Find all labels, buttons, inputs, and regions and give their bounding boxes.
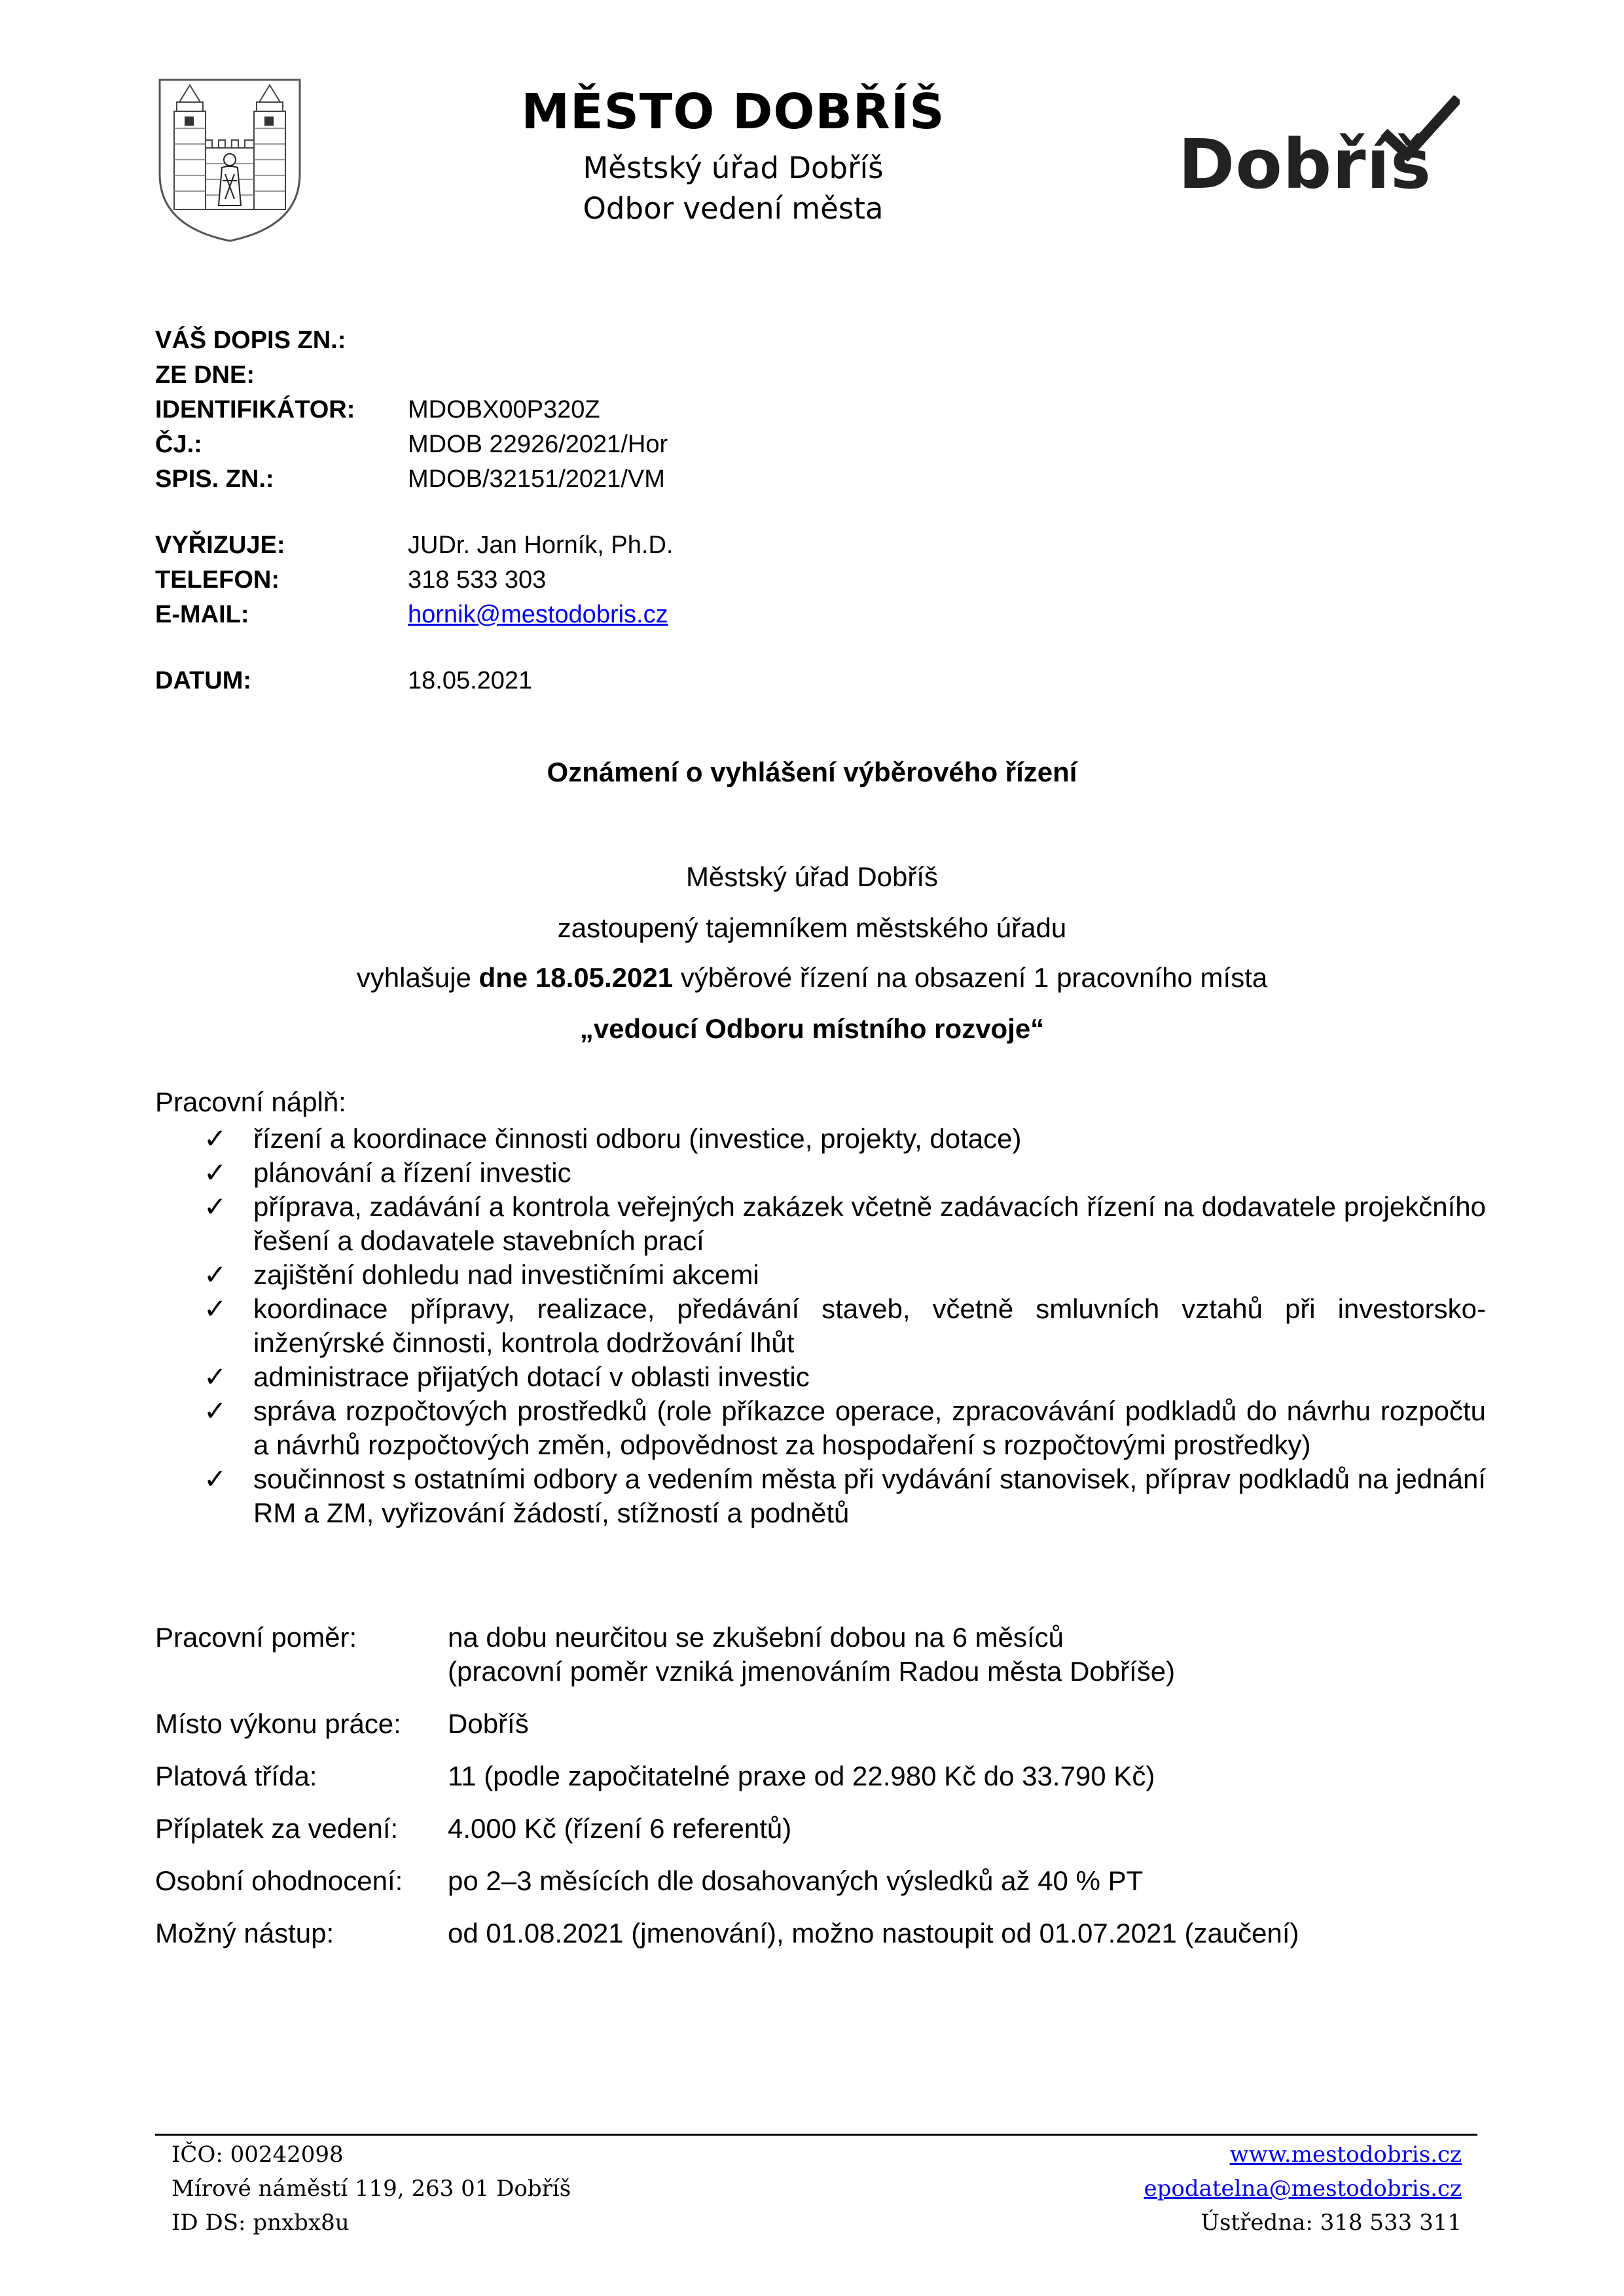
- term-row-personal-evaluation: [155, 1864, 1530, 1898]
- list-item: [155, 1156, 1486, 1190]
- checkmark-icon: ✓: [204, 1259, 227, 1290]
- department-name: Odbor vedení města: [583, 191, 884, 226]
- duty-text: koordinace přípravy, realizace, předávání staveb, včetně smluvních vztahů při investorsko-inženýrské činnosti, kontrola dodržování lhůt: [253, 1293, 1486, 1358]
- intro-represented: zastoupený tajemníkem městského úřadu: [557, 912, 1067, 943]
- footer-ico: IČO: 00242098: [171, 2142, 344, 2168]
- document-heading: Oznámení o vyhlášení výběrového řízení: [547, 757, 1077, 787]
- meta-value: [408, 358, 941, 393]
- term-value: 11 (podle započitatelné praxe od 22.980 Kč do 33.790 Kč): [448, 1761, 1155, 1791]
- meta-label: IDENTIFIKÁTOR:: [155, 396, 355, 423]
- meta-label: ZE DNE:: [155, 361, 255, 389]
- meta-row-email: [155, 598, 941, 632]
- duty-text: součinnost s ostatními odbory a vedením města při vydávání stanovisek, příprav podkladů na jednání RM a ZM, vyřizování žádostí, stížností a podnětů: [253, 1463, 1486, 1528]
- footer-data-box-id: ID DS: pnxbx8u: [171, 2210, 350, 2236]
- duty-text: příprava, zadávání a kontrola veřejných zakázek včetně zadávacích řízení na dodavatele projekčního řešení a dodavatele stavebních prací: [253, 1191, 1486, 1256]
- meta-row-reference: [155, 427, 941, 462]
- intro-date: dne 18.05.2021: [478, 962, 674, 993]
- meta-label: TELEFON:: [155, 566, 280, 594]
- letter-metadata: [155, 323, 941, 698]
- intro-text-post: výběrové řízení na obsazení 1 pracovního místa: [673, 962, 1268, 993]
- term-value-note: (pracovní poměr vzniká jmenováním Radou města Dobříše): [448, 1656, 1176, 1687]
- logo-check-icon: [1381, 96, 1460, 161]
- footer-address: Mírové náměstí 119, 263 01 Dobříš: [171, 2176, 571, 2202]
- term-row-place: [155, 1707, 1530, 1741]
- dobris-logo-text: Dobříš: [1178, 124, 1432, 204]
- meta-value: [408, 323, 941, 358]
- duty-text: plánování a řízení investic: [253, 1157, 571, 1188]
- duty-text: zajištění dohledu nad investičními akcemi: [253, 1259, 759, 1290]
- duties-label: Pracovní náplň:: [155, 1086, 346, 1117]
- list-item: [155, 1292, 1486, 1360]
- checkmark-icon: ✓: [204, 1191, 227, 1222]
- list-item: [155, 1190, 1486, 1258]
- term-label: Možný nástup:: [155, 1918, 334, 1948]
- term-value: Dobříš: [448, 1708, 529, 1739]
- checkmark-icon: ✓: [204, 1463, 227, 1494]
- list-item: [155, 1360, 1486, 1394]
- term-label: Platová třída:: [155, 1761, 317, 1791]
- coat-of-arms-icon: [154, 76, 305, 245]
- meta-label: ČJ.:: [155, 431, 202, 458]
- term-value: na dobu neurčitou se zkušební dobou na 6 měsíců: [448, 1622, 1064, 1653]
- list-item: [155, 1122, 1486, 1156]
- footer-email-link[interactable]: epodatelna@mestodobris.cz: [1144, 2176, 1462, 2202]
- meta-label: E-MAIL:: [155, 601, 249, 628]
- meta-value: MDOBX00P320Z: [408, 396, 600, 423]
- meta-row-handled-by: [155, 528, 941, 563]
- meta-row-identifier: [155, 393, 941, 427]
- intro-office: Městský úřad Dobříš: [685, 861, 939, 892]
- duty-text: řízení a koordinace činnosti odboru (investice, projekty, dotace): [253, 1123, 1022, 1154]
- meta-value: JUDr. Jan Horník, Ph.D.: [408, 531, 674, 559]
- term-label: Příplatek za vedení:: [155, 1813, 399, 1844]
- list-item: [155, 1462, 1486, 1530]
- term-label: Pracovní poměr:: [155, 1622, 357, 1653]
- checkmark-icon: ✓: [204, 1123, 227, 1154]
- term-row-start-date: [155, 1916, 1530, 1950]
- position-title: „vedoucí Odboru místního rozvoje“: [579, 1013, 1045, 1044]
- meta-value: MDOB/32151/2021/VM: [408, 465, 665, 493]
- meta-row-file-mark: [155, 462, 941, 497]
- term-label: Osobní ohodnocení:: [155, 1865, 403, 1896]
- footer-website-link[interactable]: www.mestodobris.cz: [1229, 2142, 1462, 2168]
- term-value: po 2–3 měsících dle dosahovaných výsledků až 40 % PT: [448, 1865, 1144, 1896]
- meta-row-date-of: [155, 358, 941, 393]
- meta-row-phone: [155, 563, 941, 598]
- term-value: 4.000 Kč (řízení 6 referentů): [448, 1813, 792, 1844]
- office-name: Městský úřad Dobříš: [583, 151, 884, 185]
- intro-announcement: [0, 962, 1624, 994]
- meta-row-date: [155, 664, 941, 698]
- term-value: od 01.08.2021 (jmenování), možno nastoupit od 01.07.2021 (zaučení): [448, 1918, 1299, 1948]
- meta-value: MDOB 22926/2021/Hor: [408, 431, 668, 458]
- meta-value: 18.05.2021: [408, 667, 533, 694]
- checkmark-icon: ✓: [204, 1361, 227, 1392]
- meta-label: SPIS. ZN.:: [155, 465, 274, 493]
- duty-text: administrace přijatých dotací v oblasti investic: [253, 1361, 810, 1392]
- meta-label: VYŘIZUJE:: [155, 531, 285, 559]
- duties-list: [155, 1122, 1486, 1530]
- terms-table: [155, 1621, 1530, 1969]
- term-label: Místo výkonu práce:: [155, 1708, 401, 1739]
- duty-text: správa rozpočtových prostředků (role příkazce operace, zpracovávání podkladů do návrhu rozpočtu a návrhů rozpočtových změn, odpovědnost za hospodaření s rozpočtovými prostředky): [253, 1395, 1486, 1460]
- city-title: MĚSTO DOBŘÍŠ: [521, 84, 945, 140]
- list-item: [155, 1394, 1486, 1462]
- checkmark-icon: ✓: [204, 1157, 227, 1188]
- term-row-employment: [155, 1621, 1530, 1689]
- meta-label: VÁŠ DOPIS ZN.:: [155, 327, 346, 354]
- intro-text-pre: vyhlašuje: [356, 962, 479, 993]
- term-row-management-bonus: [155, 1812, 1530, 1846]
- footer-phone: Ústředna: 318 533 311: [1200, 2210, 1462, 2236]
- checkmark-icon: ✓: [204, 1293, 227, 1324]
- meta-value: 318 533 303: [408, 566, 547, 594]
- list-item: [155, 1258, 1486, 1292]
- meta-row-your-letter: [155, 323, 941, 358]
- checkmark-icon: ✓: [204, 1395, 227, 1426]
- footer-divider: [155, 2134, 1477, 2136]
- meta-label: DATUM:: [155, 667, 252, 694]
- email-link[interactable]: hornik@mestodobris.cz: [408, 601, 668, 628]
- term-row-salary-class: [155, 1759, 1530, 1793]
